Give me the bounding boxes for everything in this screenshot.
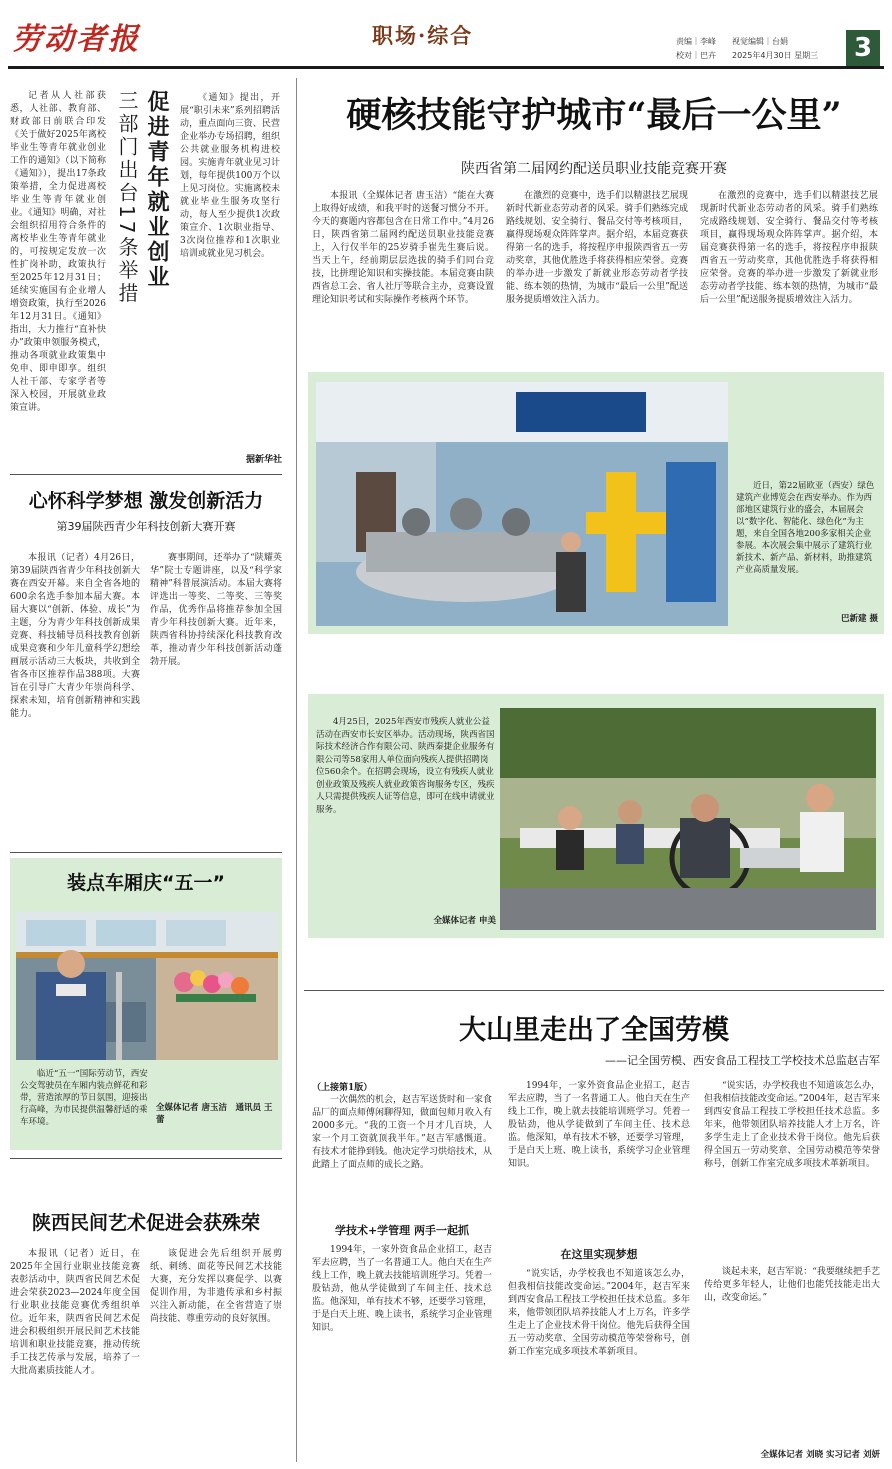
page-number: 3	[853, 33, 873, 63]
science-body-2: 赛事期间，还举办了“陕耀英华”院士专题讲座，以及“科学家精神”科普展演活动。本届大赛将评选出一等奖、二等奖、三等奖作品，优秀作品将推荐参加全国青少年科技创新大赛。近年来，陕西省科协持续深化科技教育改革，推动青少年科技创新活动蓬勃开展。	[150, 553, 282, 667]
masthead-rule	[8, 66, 884, 69]
mountain-title: 大山里走出了全国劳模	[459, 1015, 729, 1046]
bus-credit: 全媒体记者 唐玉洁 通讯员 王蕾	[156, 1103, 273, 1125]
youth-title-block	[112, 90, 172, 330]
section-title: 职场·综合	[372, 23, 474, 48]
mountain-body-c2: “说实话，办学校我也不知道该怎么办，但我相信技能改变命运。”2004年，赵吉军来到西安食品工程技工学校担任技术总监。多年来，他带领团队培养技能人才上万名，许多学生走上了企业技术骨干岗位。他先后获得全国五一劳动奖章、全国劳动模范等荣誉称号，创新工作室完成多项技术革新项目。	[704, 1081, 880, 1169]
science-body: 本报讯（记者）4月26日，第39届陕西省青少年科技创新大赛在西安开幕。来自全省各地的600余名选手参加本届大赛。本届大赛以“创新、体验、成长”为主题，分为青少年科技创新成果竞赛、科技辅导员科技教育创新成果竞赛和少年儿童科学幻想绘画展示活动三大板块，共收到全省各市区推荐作品388项。大赛旨在引导广大青少年崇尚科学、探索未知，培育创新精神和实践能力。	[10, 553, 140, 719]
youth-title-sub: 三部门出台17条举措	[115, 90, 139, 306]
expo-credit: 巴新建 摄	[841, 614, 878, 624]
science-subtitle: 第39届陕西青少年科技创新大赛开赛	[56, 520, 236, 533]
mountain-subhead-2: 在这里实现梦想	[560, 1248, 638, 1261]
mountain-body-c: “说实话，办学校我也不知道该怎么办，但我相信技能改变命运。”2004年，赵吉军来到西安食品工程技工学校担任技术总监。多年来，他带领团队培养技能人才上万名，许多学生走上了企业技术骨干岗位。他先后获得全国五一劳动奖章、全国劳动模范等荣誉称号，创新工作室完成多项技术革新项目。	[508, 1269, 690, 1357]
art-body: 本报讯（记者）近日，在2025年全国行业职业技能竞赛表彰活动中，陕西省民间艺术促进会荣获2023—2024年度全国行业职业技能竞赛优秀组织单位。近年来，陕西省民间艺术促进会积极组织开展民间艺术技能培训和职业技能竞赛，推动传统手工技艺传承与发展，培养了一大批高素质技能人才。	[10, 1249, 140, 1376]
bus-photo	[16, 912, 278, 1060]
divider	[10, 1158, 282, 1159]
expo-photo-illustration	[316, 382, 728, 626]
delivery-body: 本报讯（全媒体记者 唐玉洁）“能在大赛上取得好成绩，和我平时的送餐习惯分不开。今天的赛题内容都包含在日常工作中。”4月26日，陕西省第二届网约配送员职业技能竞赛上，入行仅半年的25岁骑手崔先生赛后说。当天上午，经前期层层选拔的骑手们同台竞技，比拼理论知识和实操技能。本届竞赛由陕西省总工会、省人社厅等联合主办，竞赛设置理论知识考试和实际操作考核两个环节。	[312, 191, 494, 305]
job-fair-photo	[500, 708, 876, 930]
youth-body-2: 《通知》提出，开展“职引未来”系列招聘活动，重点面向三资、民营企业举办专场招聘，组织公共就业服务机构进校园。实施青年就业见习计划，每年提供100万个以上见习岗位。实施离校未就业毕业生服务攻坚行动，每人至少提供1次政策宣介、1次职业指导、3次岗位推荐和1次职业培训或就业见习机会。	[180, 93, 280, 259]
divider	[10, 474, 282, 475]
mountain-continued: （上接第1版）	[312, 1083, 373, 1093]
science-title: 心怀科学梦想 激发创新活力	[28, 490, 264, 512]
delivery-body-3: 在激烈的竞赛中，选手们以精湛技艺展现新时代新业态劳动者的风采。骑手们熟练完成路线规划、安全骑行、餐品交付等考核项目，赢得现场观众阵阵掌声。据介绍，本届竞赛获得第一名的选手，将按程序申报陕西省五一劳动奖章，其他优胜选手将获得相应荣誉。竞赛的举办进一步激发了新就业形态劳动者学技能、练本领的热情，为城市“最后一公里”配送服务提质增效注入活力。	[700, 191, 878, 305]
divider	[10, 852, 282, 853]
editor-info-1: 责编｜李峰 视觉编辑｜台娟	[676, 37, 788, 46]
mountain-subhead-1: 学技术+学管理 两手一起抓	[334, 1224, 470, 1237]
column-divider	[296, 78, 297, 1462]
expo-caption: 近日，第22届欧亚（西安）绿色建筑产业博览会在西安举办。作为西部地区建筑行业的盛会，本届展会以“数字化、智能化、绿色化”为主题，来自全国各地200多家相关企业参展。本次展会集中展示了建筑行业新技术、新产品、新材料，助推建筑产业高质量发展。	[736, 481, 875, 575]
art-title: 陕西民间艺术促进会获殊荣	[31, 1212, 260, 1234]
youth-title-main: 促进青年就业创业	[144, 90, 169, 290]
job-fair-credit: 全媒体记者 申美	[433, 916, 496, 926]
mountain-body-a: 一次偶然的机会，赵吉军送货时和一家食品厂的面点师傅闲聊得知，做面包师月收入有2000多元。“我的工资一个月才几百块，人家一个月工资就顶我半年。”赵吉军感慨道。有技术才能挣到钱。他决定学习烘焙技术，从此踏上了面点师的成长之路。	[312, 1095, 492, 1170]
mountain-byline: 全媒体记者 刘晓 实习记者 刘妍	[760, 1450, 880, 1460]
mountain-body-b2: 1994年，一家外资食品企业招工，赵吉军去应聘，当了一名普通工人。他白天在生产线上工作，晚上就去技能培训班学习。凭着一股钻劲，他从学徒做到了车间主任、技术总监。他深知，单有技术不够，还要学习管理，于是白天上班、晚上读书，系统学习企业管理知识。	[508, 1081, 690, 1169]
mountain-body-b: 1994年，一家外资食品企业招工，赵吉军去应聘，当了一名普通工人。他白天在生产线上工作，晚上就去技能培训班学习。凭着一股钻劲，他从学徒做到了车间主任、技术总监。他深知，单有技术不够，还要学习管理，于是白天上班、晚上读书，系统学习企业管理知识。	[312, 1245, 492, 1333]
newspaper-logo: 劳动者报	[12, 22, 140, 57]
bus-caption: 临近“五一”国际劳动节，西安公交驾驶员在车厢内装点鲜花和彩带，营造浓厚的节日氛围，迎接出行高峰，为市民提供温馨舒适的乘车环境。	[20, 1069, 148, 1127]
youth-source: 据新华社	[245, 455, 282, 465]
bus-title: 装点车厢庆“五一”	[67, 872, 225, 894]
job-fair-caption: 4月25日，2025年西安市残疾人就业公益活动在西安市长安区举办。活动现场，陕西省国际技术经济合作有限公司、陕西秦捷企业服务有限公司等58家用人单位面向残疾人提供招聘岗位560余个。在招聘会现场，设立有残疾人就业创业政策及残疾人就业政策咨询服务专区，残疾人只需提供残疾人证等信息，即可在线申请就业服务。	[316, 717, 495, 815]
delivery-title: 硬核技能守护城市“最后一公里”	[346, 95, 842, 136]
divider	[304, 990, 884, 991]
delivery-body-2: 在激烈的竞赛中，选手们以精湛技艺展现新时代新业态劳动者的风采。骑手们熟练完成路线规划、安全骑行、餐品交付等考核项目，赢得现场观众阵阵掌声。据介绍，本届竞赛获得第一名的选手，将按程序申报陕西省五一劳动奖章，其他优胜选手将获得相应荣誉。竞赛的举办进一步激发了新就业形态劳动者学技能、练本领的热情，为城市“最后一公里”配送服务提质增效注入活力。	[506, 191, 688, 305]
bus-photo-illustration	[16, 912, 278, 1060]
mountain-subtitle: ——记全国劳模、西安食品工程技工学校技术总监赵吉军	[605, 1054, 880, 1067]
job-fair-photo-illustration	[500, 708, 876, 930]
editor-info-2: 校对｜巴卉 2025年4月30日 星期三	[676, 51, 819, 60]
masthead	[0, 0, 892, 66]
art-body-2: 该促进会先后组织开展剪纸、刺绣、面花等民间艺术技能大赛，充分发挥以赛促学、以赛促训作用，为非遗传承和乡村振兴注入新动能，在全省营造了崇尚技能、尊重劳动的良好氛围。	[150, 1249, 282, 1324]
youth-body: 记者从人社部获悉，人社部、教育部、财政部日前联合印发《关于做好2025年离校毕业生等青年就业创业工作的通知》（以下简称《通知》），提出17条政策举措，全力促进离校毕业生等青年就业创业。《通知》明确，对社会组织招用符合条件的离校毕业生等青年就业的，可按规定发放一次性扩岗补助，政策执行至2025年12月31日；延续实施国有企业增人增资政策，执行至2026年12月31日。《通知》指出，大力推行“直补快办”政策申领服务模式，推动各项就业政策集中免申、即申即享。组织人社干部、专家学者等深入校园，开展就业政策宣讲。	[10, 91, 106, 413]
expo-photo	[316, 382, 728, 626]
page-number-badge	[846, 30, 880, 66]
delivery-subtitle: 陕西省第二届网约配送员职业技能竞赛开赛	[461, 161, 727, 177]
mountain-body-d: 谈起未来，赵吉军说：“我要继续把手艺传给更多年轻人，让他们也能凭技能走出大山，改变命运。”	[704, 1267, 880, 1303]
